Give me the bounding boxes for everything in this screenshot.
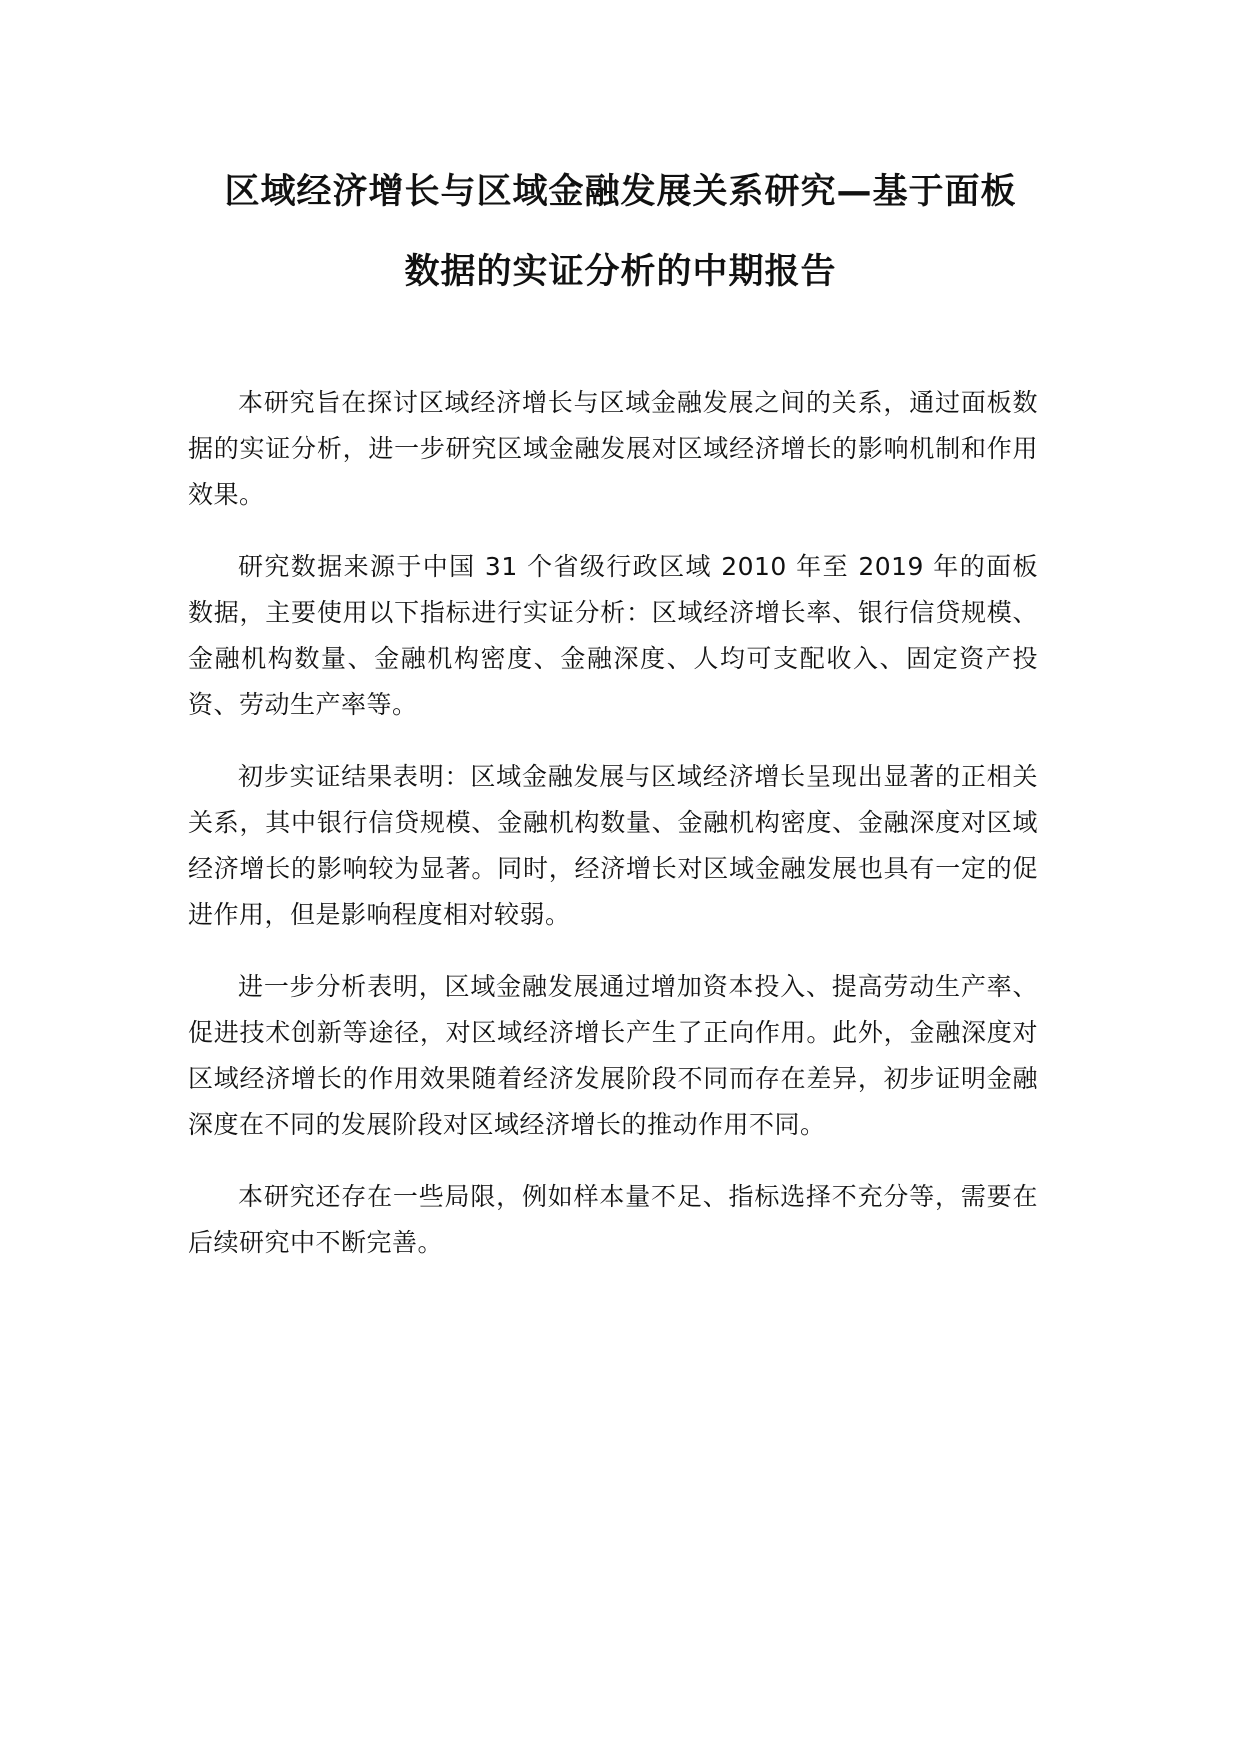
title-line-2: 数据的实证分析的中期报告 (404, 252, 837, 292)
paragraph-4: 进一步分析表明，区域金融发展通过增加资本投入、提高劳动生产率、促进技术创新等途径，对区域经济增长产生了正向作用。此外，金融深度对区域经济增长的作用效果随着经济发展阶段不同而存在差异，初步证明金融深度在不同的发展阶段对区域经济增长的推动作用不同。 (188, 972, 1038, 1139)
document-body (188, 380, 1038, 1292)
paragraph-5: 本研究还存在一些局限，例如样本量不足、指标选择不充分等，需要在后续研究中不断完善。 (188, 1182, 1038, 1257)
paragraph-2: 研究数据来源于中国 31 个省级行政区域 2010 年至 2019 年的面板数据，主要使用以下指标进行实证分析：区域经济增长率、银行信贷规模、金融机构数量、金融机构密度、金融深度、人均可支配收入、固定资产投资、劳动生产率等。 (188, 552, 1038, 719)
title-line-1: 区域经济增长与区域金融发展关系研究—基于面板 (224, 172, 1017, 212)
document-title (160, 172, 1081, 292)
paragraph-1: 本研究旨在探讨区域经济增长与区域金融发展之间的关系，通过面板数据的实证分析，进一步研究区域金融发展对区域经济增长的影响机制和作用效果。 (188, 388, 1038, 509)
paragraph-3: 初步实证结果表明：区域金融发展与区域经济增长呈现出显著的正相关关系，其中银行信贷规模、金融机构数量、金融机构密度、金融深度对区域经济增长的影响较为显著。同时，经济增长对区域金融发展也具有一定的促进作用，但是影响程度相对较弱。 (188, 762, 1038, 929)
